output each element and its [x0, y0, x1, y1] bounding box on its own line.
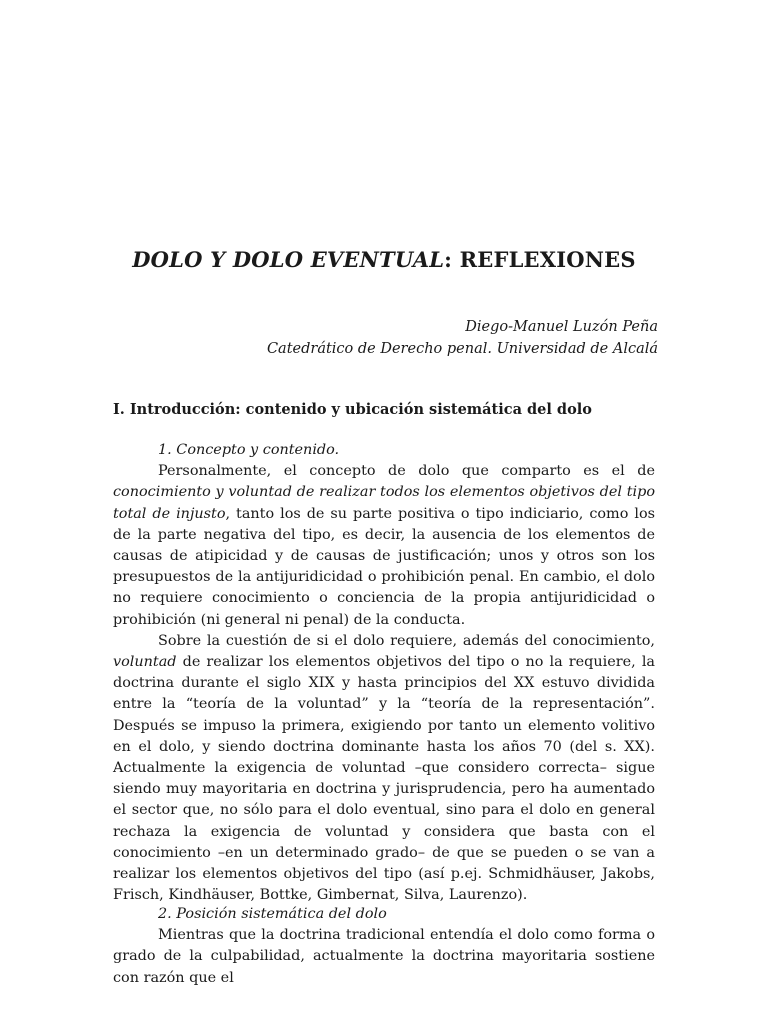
paragraph — [113, 631, 655, 907]
paragraph-text: , tanto los de su parte positiva o tipo indiciario, como los de la parte negativa del tipo, es decir, la ausencia de los elementos de causas de atipicidad y de causas de justificación; unos y otros son los presupuestos de la antijuridicidad o prohibición penal. En cambio, el dolo no requiere conocimiento o conciencia de la propia antijuridicidad o prohibición (ni general ni penal) de la conducta. — [113, 505, 655, 628]
paragraph: Mientras que la doctrina tradicional entendía el dolo como forma o grado de la culpabilidad, actualmente la doctrina mayoritaria sostiene con razón que el — [113, 927, 655, 986]
paragraph-text: de realizar los elementos objetivos del tipo o no la requiere, la doctrina durante el siglo XIX y hasta principios del XX estuvo dividida entre la “teoría de la voluntad” y la “teoría de la representación”. Después se impuso la primera, exigiendo por tanto un elemento volitivo en el dolo, y siendo doctrina dominante hasta los años 70 (del s. XX). Actualmente la exigencia de voluntad –que considero correcta– sigue siendo muy mayoritaria en doctrina y jurisprudencia, pero ha aumentado el sector que, no sólo para el dolo eventual, sino para el dolo en general rechaza la exigencia de voluntad y considera que basta con el conocimiento –en un determinado grado– de que se pueden o se van a realizar los elementos objetivos del tipo (así p.ej. Schmidhäuser, Jakobs, Frisch, Kindhäuser, Bottke, Gimbernat, Silva, Laurenzo). — [113, 654, 655, 904]
subsection-heading: 1. Concepto y contenido. — [158, 442, 340, 458]
section-heading: I. Introducción: contenido y ubicación sistemática del dolo — [113, 401, 592, 418]
paragraph-emphasis: conocimiento y voluntad de realizar todos los elementos objetivos del tipo total de injusto — [113, 484, 655, 522]
subsection-posicion — [113, 904, 655, 989]
title-italic-part: DOLO Y DOLO EVENTUAL — [132, 247, 445, 272]
subsection-heading: 2. Posición sistemática del dolo — [158, 906, 387, 922]
page-title — [0, 247, 768, 272]
title-rest-part: : REFLEXIONES — [444, 247, 636, 272]
author-name: Diego-Manuel Luzón Peña — [465, 319, 658, 335]
author-affiliation: Catedrático de Derecho penal. Universidad de Alcalá — [266, 341, 658, 357]
paragraph — [113, 461, 655, 631]
paragraph-emphasis: voluntad — [113, 654, 177, 671]
subsection-concepto — [113, 440, 655, 906]
author-block — [267, 316, 658, 360]
paragraph-text: Personalmente, el concepto de dolo que comparto es el de — [158, 463, 655, 480]
paragraph-text: Sobre la cuestión de si el dolo requiere, además del conocimiento, — [158, 632, 655, 649]
